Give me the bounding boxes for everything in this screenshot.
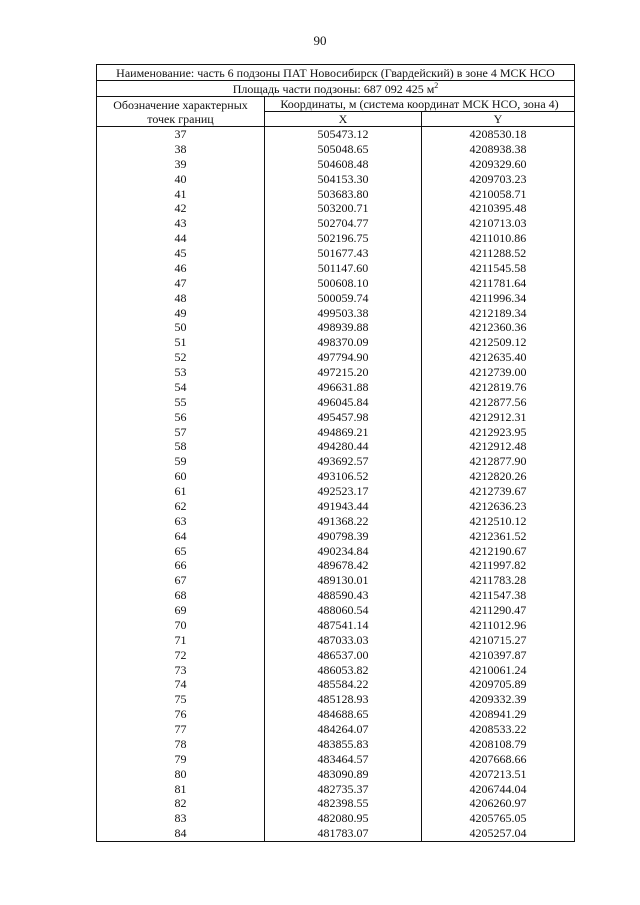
y-coordinate-cell: 4208941.29	[422, 707, 575, 722]
x-coordinate-cell: 503683.80	[265, 187, 422, 202]
point-number-cell: 41	[97, 187, 265, 202]
point-number-cell: 74	[97, 677, 265, 692]
point-number-cell: 55	[97, 395, 265, 410]
y-coordinate-cell: 4212510.12	[422, 514, 575, 529]
x-coordinate-cell: 491368.22	[265, 514, 422, 529]
x-coordinate-cell: 502196.75	[265, 231, 422, 246]
point-number-cell: 62	[97, 499, 265, 514]
x-coordinate-cell: 493106.52	[265, 469, 422, 484]
point-number-cell: 61	[97, 484, 265, 499]
table-row	[97, 425, 575, 440]
point-number-cell: 59	[97, 454, 265, 469]
table-row	[97, 603, 575, 618]
point-number-cell: 64	[97, 529, 265, 544]
x-coordinate-cell: 496045.84	[265, 395, 422, 410]
point-number-cell: 57	[97, 425, 265, 440]
y-coordinate-cell: 4205257.04	[422, 826, 575, 841]
x-coordinate-cell: 502704.77	[265, 216, 422, 231]
y-coordinate-cell: 4212635.40	[422, 350, 575, 365]
y-coordinate-cell: 4210061.24	[422, 663, 575, 678]
y-coordinate-cell: 4207213.51	[422, 767, 575, 782]
x-coordinate-cell: 494280.44	[265, 439, 422, 454]
y-coordinate-cell: 4211996.34	[422, 291, 575, 306]
point-number-cell: 76	[97, 707, 265, 722]
y-coordinate-cell: 4210397.87	[422, 648, 575, 663]
point-number-cell: 82	[97, 796, 265, 811]
x-coordinate-cell: 489678.42	[265, 558, 422, 573]
y-coordinate-cell: 4206260.97	[422, 796, 575, 811]
table-row	[97, 514, 575, 529]
y-coordinate-cell: 4209332.39	[422, 692, 575, 707]
table-row	[97, 454, 575, 469]
points-column-header	[97, 97, 265, 127]
table-row	[97, 439, 575, 454]
y-coordinate-cell: 4211545.58	[422, 261, 575, 276]
y-coordinate-cell: 4206744.04	[422, 782, 575, 797]
point-number-cell: 84	[97, 826, 265, 841]
y-coordinate-cell: 4208530.18	[422, 127, 575, 142]
y-coordinate-cell: 4211997.82	[422, 558, 575, 573]
y-coordinate-cell: 4212819.76	[422, 380, 575, 395]
x-coordinate-cell: 487541.14	[265, 618, 422, 633]
table-row	[97, 737, 575, 752]
x-coordinate-cell: 484688.65	[265, 707, 422, 722]
points-header-line-2: точек границ	[147, 111, 214, 126]
y-coordinate-cell: 4212912.48	[422, 439, 575, 454]
table-row	[97, 558, 575, 573]
point-number-cell: 75	[97, 692, 265, 707]
y-coordinate-cell: 4211010.86	[422, 231, 575, 246]
x-coordinate-cell: 494869.21	[265, 425, 422, 440]
point-number-cell: 66	[97, 558, 265, 573]
x-coordinate-cell: 489130.01	[265, 573, 422, 588]
y-coordinate-cell: 4210058.71	[422, 187, 575, 202]
point-number-cell: 70	[97, 618, 265, 633]
point-number-cell: 60	[97, 469, 265, 484]
x-coordinate-cell: 496631.88	[265, 380, 422, 395]
table-row	[97, 157, 575, 172]
point-number-cell: 47	[97, 276, 265, 291]
coordinates-rows	[97, 127, 575, 842]
y-coordinate-cell: 4212636.23	[422, 499, 575, 514]
table-row	[97, 350, 575, 365]
table-row	[97, 796, 575, 811]
y-coordinate-cell: 4212877.56	[422, 395, 575, 410]
point-number-cell: 65	[97, 544, 265, 559]
x-coordinate-cell: 483855.83	[265, 737, 422, 752]
point-number-cell: 52	[97, 350, 265, 365]
x-coordinate-cell: 501147.60	[265, 261, 422, 276]
y-coordinate-cell: 4210715.27	[422, 633, 575, 648]
table-row	[97, 172, 575, 187]
x-coordinate-cell: 493692.57	[265, 454, 422, 469]
coordinates-table	[96, 64, 575, 842]
x-coordinate-cell: 490234.84	[265, 544, 422, 559]
point-number-cell: 63	[97, 514, 265, 529]
table-row	[97, 410, 575, 425]
point-number-cell: 44	[97, 231, 265, 246]
table-row	[97, 663, 575, 678]
x-coordinate-cell: 500608.10	[265, 276, 422, 291]
area-label	[97, 81, 575, 97]
table-row	[97, 201, 575, 216]
x-coordinate-cell: 482080.95	[265, 811, 422, 826]
y-coordinate-cell: 4208938.38	[422, 142, 575, 157]
x-coordinate-cell: 503200.71	[265, 201, 422, 216]
table-row	[97, 216, 575, 231]
table-row	[97, 246, 575, 261]
y-column-header: Y	[422, 112, 575, 127]
point-number-cell: 78	[97, 737, 265, 752]
y-coordinate-cell: 4212509.12	[422, 335, 575, 350]
x-coordinate-cell: 498370.09	[265, 335, 422, 350]
y-coordinate-cell: 4208108.79	[422, 737, 575, 752]
table-row	[97, 544, 575, 559]
x-coordinate-cell: 497215.20	[265, 365, 422, 380]
point-number-cell: 46	[97, 261, 265, 276]
x-coordinate-cell: 485584.22	[265, 677, 422, 692]
point-number-cell: 73	[97, 663, 265, 678]
y-coordinate-cell: 4211288.52	[422, 246, 575, 261]
x-coordinate-cell: 488060.54	[265, 603, 422, 618]
point-number-cell: 37	[97, 127, 265, 142]
x-coordinate-cell: 490798.39	[265, 529, 422, 544]
table-row	[97, 365, 575, 380]
table-row	[97, 276, 575, 291]
area-unit-superscript: 2	[434, 80, 439, 90]
table-row	[97, 187, 575, 202]
y-coordinate-cell: 4211290.47	[422, 603, 575, 618]
x-column-header: X	[265, 112, 422, 127]
x-coordinate-cell: 492523.17	[265, 484, 422, 499]
x-coordinate-cell: 482398.55	[265, 796, 422, 811]
x-coordinate-cell: 483090.89	[265, 767, 422, 782]
x-coordinate-cell: 500059.74	[265, 291, 422, 306]
table-row	[97, 306, 575, 321]
point-number-cell: 45	[97, 246, 265, 261]
table-row	[97, 499, 575, 514]
table-row	[97, 588, 575, 603]
table-row	[97, 320, 575, 335]
y-coordinate-cell: 4212923.95	[422, 425, 575, 440]
y-coordinate-cell: 4212820.26	[422, 469, 575, 484]
area-value: Площадь части подзоны: 687 092 425 м	[232, 81, 435, 96]
x-coordinate-cell: 504153.30	[265, 172, 422, 187]
x-coordinate-cell: 488590.43	[265, 588, 422, 603]
y-coordinate-cell: 4211012.96	[422, 618, 575, 633]
point-number-cell: 71	[97, 633, 265, 648]
table-title: Наименование: часть 6 подзоны ПАТ Новосибирск (Гвардейский) в зоне 4 МСК НСО	[97, 65, 575, 81]
table-row	[97, 231, 575, 246]
y-coordinate-cell: 4212190.67	[422, 544, 575, 559]
x-coordinate-cell: 486053.82	[265, 663, 422, 678]
point-number-cell: 43	[97, 216, 265, 231]
y-coordinate-cell: 4212360.36	[422, 320, 575, 335]
point-number-cell: 67	[97, 573, 265, 588]
point-number-cell: 53	[97, 365, 265, 380]
y-coordinate-cell: 4205765.05	[422, 811, 575, 826]
table-row	[97, 692, 575, 707]
table-row	[97, 707, 575, 722]
table-row	[97, 633, 575, 648]
table-row	[97, 767, 575, 782]
point-number-cell: 39	[97, 157, 265, 172]
x-coordinate-cell: 498939.88	[265, 320, 422, 335]
y-coordinate-cell: 4208533.22	[422, 722, 575, 737]
y-coordinate-cell: 4209329.60	[422, 157, 575, 172]
x-coordinate-cell: 482735.37	[265, 782, 422, 797]
x-coordinate-cell: 487033.03	[265, 633, 422, 648]
table-row	[97, 811, 575, 826]
y-coordinate-cell: 4212739.67	[422, 484, 575, 499]
x-coordinate-cell: 499503.38	[265, 306, 422, 321]
table-row	[97, 127, 575, 142]
table-row	[97, 142, 575, 157]
x-coordinate-cell: 505473.12	[265, 127, 422, 142]
table-row	[97, 469, 575, 484]
y-coordinate-cell: 4212877.90	[422, 454, 575, 469]
point-number-cell: 83	[97, 811, 265, 826]
point-number-cell: 77	[97, 722, 265, 737]
table-row	[97, 782, 575, 797]
point-number-cell: 48	[97, 291, 265, 306]
table-row	[97, 752, 575, 767]
point-number-cell: 42	[97, 201, 265, 216]
table-row	[97, 529, 575, 544]
point-number-cell: 69	[97, 603, 265, 618]
y-coordinate-cell: 4211781.64	[422, 276, 575, 291]
table-row	[97, 291, 575, 306]
table-row	[97, 618, 575, 633]
y-coordinate-cell: 4211547.38	[422, 588, 575, 603]
y-coordinate-cell: 4209705.89	[422, 677, 575, 692]
point-number-cell: 50	[97, 320, 265, 335]
table-row	[97, 335, 575, 350]
point-number-cell: 72	[97, 648, 265, 663]
point-number-cell: 81	[97, 782, 265, 797]
table-row	[97, 573, 575, 588]
x-coordinate-cell: 481783.07	[265, 826, 422, 841]
x-coordinate-cell: 504608.48	[265, 157, 422, 172]
point-number-cell: 49	[97, 306, 265, 321]
coordinates-header: Координаты, м (система координат МСК НСО, зона 4)	[265, 97, 575, 112]
x-coordinate-cell: 484264.07	[265, 722, 422, 737]
point-number-cell: 58	[97, 439, 265, 454]
table-row	[97, 677, 575, 692]
y-coordinate-cell: 4212912.31	[422, 410, 575, 425]
y-coordinate-cell: 4207668.66	[422, 752, 575, 767]
table-row	[97, 395, 575, 410]
y-coordinate-cell: 4211783.28	[422, 573, 575, 588]
x-coordinate-cell: 495457.98	[265, 410, 422, 425]
y-coordinate-cell: 4212189.34	[422, 306, 575, 321]
point-number-cell: 51	[97, 335, 265, 350]
table-row	[97, 826, 575, 841]
x-coordinate-cell: 505048.65	[265, 142, 422, 157]
x-coordinate-cell: 483464.57	[265, 752, 422, 767]
point-number-cell: 40	[97, 172, 265, 187]
points-header-line-1: Обозначение характерных	[113, 97, 248, 112]
x-coordinate-cell: 486537.00	[265, 648, 422, 663]
x-coordinate-cell: 501677.43	[265, 246, 422, 261]
point-number-cell: 54	[97, 380, 265, 395]
table-row	[97, 261, 575, 276]
table-row	[97, 648, 575, 663]
y-coordinate-cell: 4212361.52	[422, 529, 575, 544]
point-number-cell: 56	[97, 410, 265, 425]
page-number: 90	[313, 33, 327, 48]
x-coordinate-cell: 491943.44	[265, 499, 422, 514]
table-row	[97, 484, 575, 499]
table-row	[97, 380, 575, 395]
y-coordinate-cell: 4210713.03	[422, 216, 575, 231]
y-coordinate-cell: 4212739.00	[422, 365, 575, 380]
x-coordinate-cell: 485128.93	[265, 692, 422, 707]
point-number-cell: 38	[97, 142, 265, 157]
y-coordinate-cell: 4209703.23	[422, 172, 575, 187]
point-number-cell: 68	[97, 588, 265, 603]
point-number-cell: 80	[97, 767, 265, 782]
point-number-cell: 79	[97, 752, 265, 767]
x-coordinate-cell: 497794.90	[265, 350, 422, 365]
table-row	[97, 722, 575, 737]
y-coordinate-cell: 4210395.48	[422, 201, 575, 216]
